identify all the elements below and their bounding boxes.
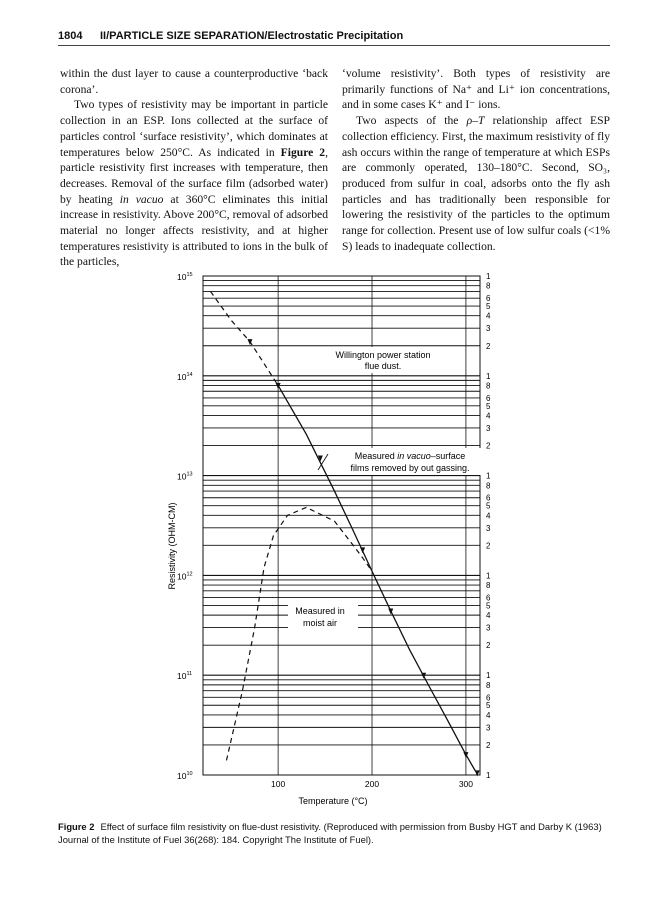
- right-cycle-label: 4: [486, 511, 491, 521]
- y-tick-base: 10: [177, 272, 187, 282]
- right-cycle-label: 3: [486, 324, 491, 334]
- right-cycle-label: 3: [486, 423, 491, 433]
- right-cycle-label: 1: [486, 771, 491, 780]
- figure-reference: Figure 2: [280, 145, 326, 159]
- right-column: [342, 66, 610, 254]
- right-cycle-label: 1: [486, 471, 491, 481]
- right-cycle-label: 6: [486, 693, 491, 703]
- moist-label-line1: Measured in: [295, 606, 345, 616]
- right-cycle-label: 5: [486, 701, 491, 711]
- x-axis-label: Temperature (°C): [298, 796, 368, 806]
- right-cycle-label: 2: [486, 341, 491, 351]
- y-axis-label: Resistivity (OHM-CM): [167, 502, 177, 590]
- y-tick-label: [177, 771, 193, 781]
- station-label-line2: flue dust.: [364, 361, 402, 371]
- y-tick-exponent: 13: [186, 471, 193, 478]
- chart-markers: [247, 339, 479, 776]
- text-run: in vacuo: [397, 451, 431, 461]
- right-cycle-label: 6: [486, 593, 491, 603]
- y-tick-base: 10: [177, 471, 187, 482]
- right-cycle-label: 3: [486, 523, 491, 533]
- right-cycle-label: 4: [486, 411, 491, 421]
- y-tick-label: [177, 472, 193, 482]
- y-tick-base: 10: [177, 671, 187, 682]
- moist-label-line2: moist air: [302, 618, 338, 628]
- right-cycle-label: 1: [486, 671, 491, 681]
- y-tick-label: [177, 671, 192, 681]
- y-tick-exponent: 11: [186, 671, 193, 678]
- text-run: Measured: [354, 451, 398, 461]
- x-tick-label: 300: [458, 779, 474, 789]
- text-run: at 360°C eliminates this initial increase in resistivity. Above 200°C, removal of adsorbed material no longer affects resistivity, and at higher temperatures resistivity is attributed to ions in the bulk of the particles,: [60, 192, 328, 269]
- x-tick-label: 100: [271, 779, 286, 789]
- right-cycle-label: 2: [486, 441, 491, 451]
- caption-label: Figure 2: [58, 821, 95, 832]
- vacuo-curve-dashed: [211, 291, 279, 385]
- text-run: Two aspects of the: [356, 114, 467, 128]
- right-cycle-label: 4: [486, 611, 491, 621]
- station-label-line1: Willington power station: [335, 350, 431, 360]
- right-cycle-label: 6: [486, 393, 491, 403]
- figure-caption: [58, 821, 618, 846]
- right-cycle-label: 5: [486, 501, 491, 511]
- right-cycle-label: 8: [486, 381, 491, 391]
- right-cycle-label: 6: [486, 493, 491, 503]
- right-cycle-label: 4: [486, 311, 491, 321]
- right-cycle-label: 1: [486, 371, 491, 381]
- right-cycle-label: 2: [486, 740, 491, 750]
- x-tick-label: 200: [364, 779, 380, 789]
- left-column: [60, 66, 328, 270]
- y-tick-label: [177, 272, 193, 282]
- text-run: relationship affect ESP collection efficiency. First, the maximum resistivity of fly ash occurs within the range of temperature at which ESPs are commonly operated, 130–180°C. Second, SO₃, produced from sulfur in coal, adsorbs onto the fly ash particles and has traditionally been responsible for lowering the resistivity of the particles to the optimum range for collection. Present use of low sulfur coals (<1% S) leads to inadequate collection.: [342, 114, 610, 253]
- resistivity-chart: [160, 268, 500, 808]
- vacuo-curve: [278, 385, 475, 770]
- caption-text: Effect of surface film resistivity on flue-dust resistivity. (Reproduced with permission from Busby HGT and Darby K (1963) Journal of the Institute of Fuel 36(268): 184. Copyright The Institute of Fuel).: [58, 821, 602, 845]
- left-paragraph-1: within the dust layer to cause a counterproductive ‘back corona’.: [60, 67, 328, 96]
- y-tick-base: 10: [177, 571, 187, 582]
- right-cycle-label: 4: [486, 710, 491, 720]
- y-tick-exponent: 15: [186, 272, 193, 278]
- left-paragraph-2: [60, 97, 328, 270]
- right-cycle-label: 6: [486, 294, 491, 304]
- y-tick-exponent: 14: [186, 371, 193, 378]
- page-number: 1804: [58, 30, 83, 42]
- text-run: Two types of resistivity may be important in particle collection in an ESP. Ions collected at the surface of particles control ‘surface resistivity’, which dominates at temperatures below 250°C. As indicated in: [60, 98, 328, 159]
- right-paragraph-2: [342, 113, 610, 254]
- text-run: –surface: [430, 451, 466, 461]
- y-tick-base: 10: [177, 371, 187, 382]
- right-paragraph-1: ‘volume resistivity’. Both types of resistivity are primarily functions of Na⁺ and Li⁺ ion concentrations, and in some cases K⁺ and I⁻ ions.: [342, 67, 610, 112]
- chart-labels: [167, 272, 491, 806]
- right-cycle-label: 5: [486, 401, 491, 411]
- right-cycle-labels: [486, 272, 491, 780]
- in-vacuo-term: in vacuo: [119, 192, 164, 206]
- right-cycle-label: 8: [486, 581, 491, 591]
- rho-t-term: ρ–T: [466, 114, 485, 128]
- right-cycle-label: 1: [486, 272, 491, 281]
- right-cycle-label: 2: [486, 641, 491, 651]
- y-tick-exponent: 10: [186, 771, 193, 777]
- right-cycle-label: 1: [486, 571, 491, 581]
- y-tick-labels: [177, 272, 193, 781]
- right-cycle-label: 5: [486, 302, 491, 312]
- right-cycle-label: 2: [486, 541, 491, 551]
- text-run: , particle resistivity first increases with temperature, then decreases. Removal of the surface film (adsorbed water) by heating: [60, 145, 328, 206]
- vacuo-label-line1: [355, 451, 466, 461]
- right-cycle-label: 3: [486, 723, 491, 733]
- x-tick-labels: [271, 779, 473, 789]
- vacuo-label-line2: films removed by out gassing.: [350, 463, 470, 473]
- data-point-marker: [360, 547, 365, 553]
- right-cycle-label: 8: [486, 281, 491, 291]
- right-cycle-label: 8: [486, 680, 491, 690]
- page-header: [58, 28, 610, 46]
- y-tick-base: 10: [177, 771, 187, 781]
- y-tick-label: [177, 372, 193, 382]
- right-cycle-label: 8: [486, 481, 491, 491]
- y-tick-label: [177, 571, 193, 581]
- right-cycle-label: 3: [486, 623, 491, 633]
- header-rule: [58, 45, 610, 46]
- y-tick-exponent: 12: [186, 571, 193, 578]
- running-head: II/PARTICLE SIZE SEPARATION/Electrostatic Precipitation: [100, 30, 404, 42]
- right-cycle-label: 5: [486, 601, 491, 611]
